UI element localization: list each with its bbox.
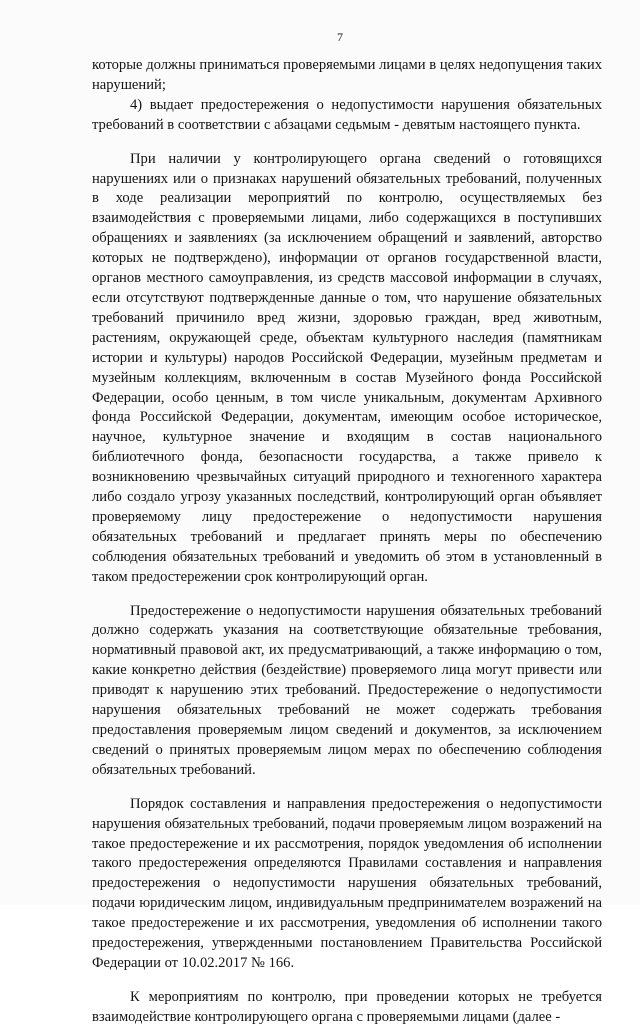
paragraph-item-4: 4) выдает предостережения о недопустимости нарушения обязательных требований в соответствии с абзацами седьмым - девятым настоящего пункта.: [92, 96, 602, 133]
paragraph-warning-grounds: При наличии у контролирующего органа сведений о готовящихся нарушениях или о признаках нарушений обязательных требований, полученных в ходе реализации мероприятий по контролю, осуществляемых без взаимодействия с проверяемыми лицами, либо содержащихся в поступивших обращениях и заявлениях (за исключением обращений и заявлений, авторство которых не подтверждено), информации от органов государственной власти, органов местного самоуправления, из средств массовой информации в случаях, если отсутствуют подтвержденные данные о том, что нарушение обязательных требований причинило вред жизни, здоровью граждан, вред животным, растениям, окружающей среде, объектам культурного наследия (памятникам истории и культуры) народов Российской Федерации, музейным предметам и музейным коллекциям, включенным в состав Музейного фонда Российской Федерации, особо ценным, в том числе уникальным, документам Архивного фонда Российской Федерации, документам, имеющим особое историческое, научное, культурное значение и входящим в состав национального библиотечного фонда, безопасности государства, а также привело к возникновению чрезвычайных ситуаций природного и техногенного характера либо создало угрозу указанных последствий, контролирующий орган объявляет проверяемому лицу предостережение о недопустимости нарушения обязательных требований и предлагает принять меры по обеспечению соблюдения обязательных требований и уведомить об этом в установленный в таком предостережении срок контролирующий орган.: [92, 150, 602, 585]
paragraph-warning-content: Предостережение о недопустимости нарушения обязательных требований должно содержать указания на соответствующие обязательные требования, нормативный правовой акт, их предусматривающий, а также информацию о том, какие конкретно действия (бездействие) проверяемого лица могут привести или приводят к нарушению этих требований. Предостережение о недопустимости нарушения обязательных требований не может содержать требования предоставления проверяемым лицом сведений и документов, за исключением сведений о принятых проверяемым лицом мерах по обеспечению соблюдения обязательных требований.: [92, 602, 602, 778]
paragraph-continuation: которые должны приниматься проверяемыми лицами в целях недопущения таких нарушений;: [92, 57, 602, 93]
page-number: 7: [337, 30, 343, 44]
paragraph-control-measures: К мероприятиям по контролю, при проведении которых не требуется взаимодействие контролирующего органа с проверяемыми лицами (далее -: [92, 988, 602, 1025]
document-body: [92, 56, 602, 1028]
paragraph-warning-procedure: Порядок составления и направления предостережения о недопустимости нарушения обязательных требований, подачи проверяемым лицом возражений на такое предостережение и их рассмотрения, порядок уведомления об исполнении такого предостережения определяются Правилами составления и направления предостережения о недопустимости нарушения обязательных требований, подачи юридическим лицом, индивидуальным предпринимателем возражений на такое предостережение и их рассмотрения, уведомления об исполнении такого предостережения, утвержденными постановлением Правительства Российской Федерации от 10.02.2017 № 166.: [92, 795, 602, 971]
